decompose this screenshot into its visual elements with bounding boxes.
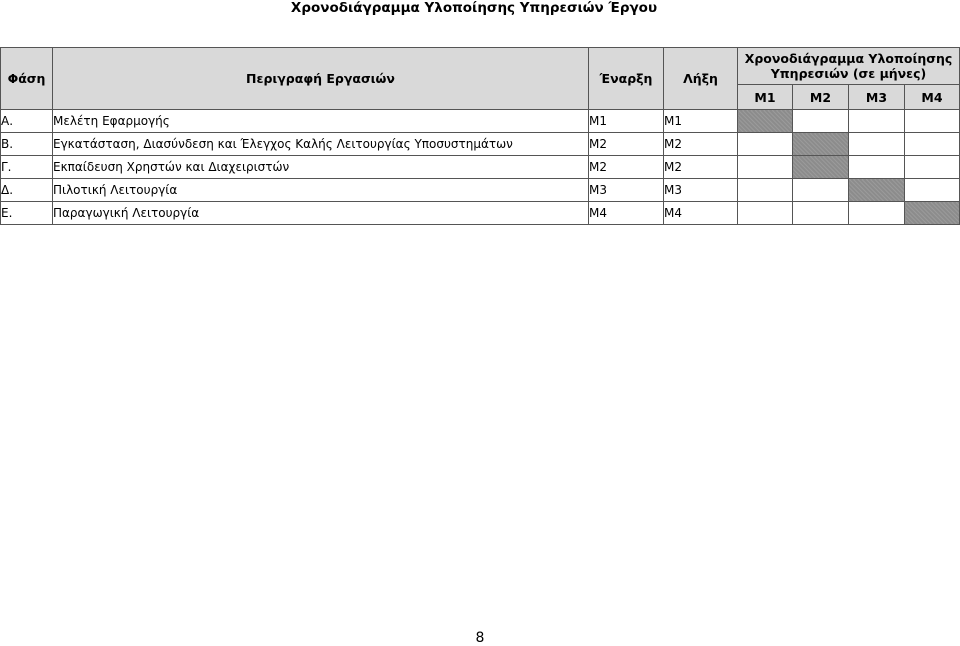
gantt-cell [905,156,960,179]
page-number: 8 [475,630,485,646]
month-header: Μ2 [793,85,849,110]
description-cell: Πιλοτική Λειτουργία [53,179,589,202]
timeline-header: Χρονοδιάγραμμα Υλοποίησης Υπηρεσιών (σε μήνες) [738,48,960,85]
gantt-cell [849,179,905,202]
phase-cell: Α. [1,110,53,133]
table-row [1,156,960,179]
phase-cell: Γ. [1,156,53,179]
gantt-cell [905,110,960,133]
start-header: Έναρξη [589,48,664,110]
description-cell: Παραγωγική Λειτουργία [53,202,589,225]
gantt-cell [849,156,905,179]
description-cell: Εγκατάσταση, Διασύνδεση και Έλεγχος Καλής Λειτουργίας Υποσυστημάτων [53,133,589,156]
start-cell: Μ4 [589,202,664,225]
start-cell: Μ3 [589,179,664,202]
table-row [1,202,960,225]
start-cell: Μ2 [589,133,664,156]
table-row [1,179,960,202]
end-header: Λήξη [664,48,738,110]
month-header: Μ1 [738,85,793,110]
description-cell: Μελέτη Εφαρμογής [53,110,589,133]
gantt-cell [849,202,905,225]
gantt-cell [793,110,849,133]
schedule-table [0,47,960,225]
end-cell: Μ2 [664,133,738,156]
gantt-cell [738,110,793,133]
gantt-cell [738,133,793,156]
phase-cell: Ε. [1,202,53,225]
phase-header: Φάση [1,48,53,110]
end-cell: Μ1 [664,110,738,133]
start-cell: Μ1 [589,110,664,133]
month-header: Μ4 [905,85,960,110]
table-row [1,133,960,156]
header-row-top [1,48,960,85]
gantt-cell [849,133,905,156]
end-cell: Μ3 [664,179,738,202]
gantt-cell [849,110,905,133]
description-header: Περιγραφή Εργασιών [53,48,589,110]
gantt-cell [793,156,849,179]
end-cell: Μ2 [664,156,738,179]
gantt-cell [905,133,960,156]
gantt-cell [793,202,849,225]
gantt-cell [793,179,849,202]
gantt-cell [738,156,793,179]
gantt-cell [905,179,960,202]
gantt-cell [793,133,849,156]
table-row [1,110,960,133]
phase-cell: Δ. [1,179,53,202]
start-cell: Μ2 [589,156,664,179]
phase-cell: Β. [1,133,53,156]
document-title: Χρονοδιάγραμμα Υλοποίησης Υπηρεσιών Έργου [290,0,658,16]
description-cell: Εκπαίδευση Χρηστών και Διαχειριστών [53,156,589,179]
gantt-cell [905,202,960,225]
end-cell: Μ4 [664,202,738,225]
gantt-cell [738,202,793,225]
month-header: Μ3 [849,85,905,110]
gantt-cell [738,179,793,202]
